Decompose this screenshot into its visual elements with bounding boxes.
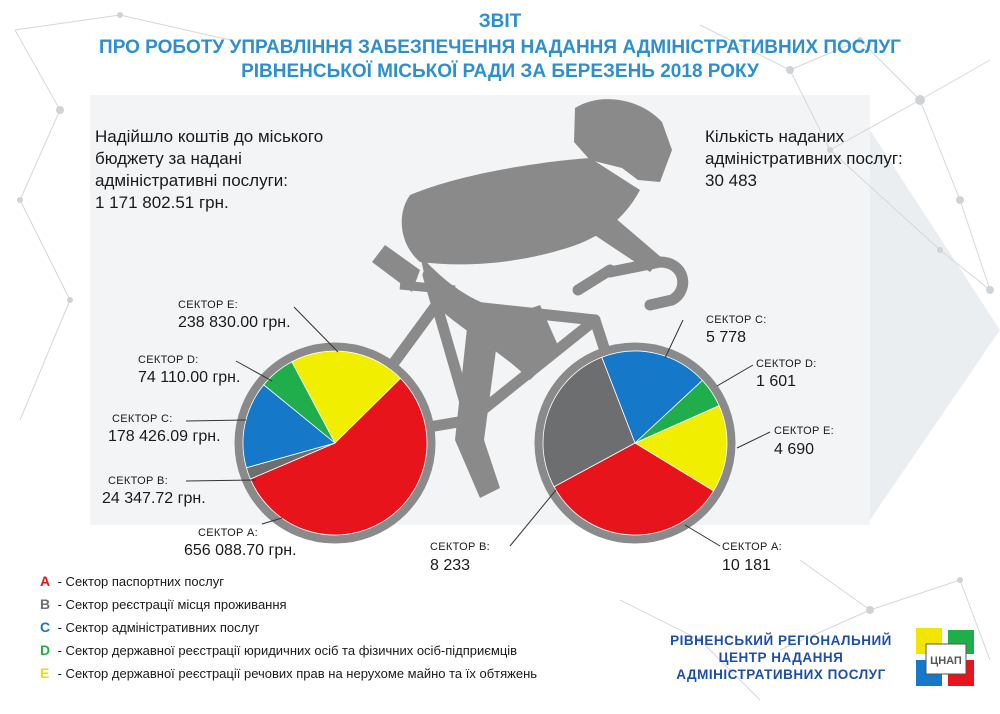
center-name [646,632,916,683]
report-title: ЗВІТ [478,11,522,32]
services-label-2: адміністративних послуг: [705,149,903,168]
legend-letter: D [40,642,51,658]
left-sector-b-label: СЕКТОР B: [108,475,168,487]
right-sector-c-value: 5 778 [706,329,747,346]
services-total: 30 483 [705,171,757,190]
legend-text: - Сектор реєстрації місця проживання [54,597,287,612]
left-sector-a-label: СЕКТОР A: [198,527,258,539]
right-sector-e-value: 4 690 [774,441,815,458]
left-sector-d-label: СЕКТОР D: [138,354,199,366]
left-sector-e-value: 238 830.00 грн. [178,314,291,331]
legend-text: - Сектор державної реєстрації речових прав на нерухоме майно та їх обтяжень [54,666,538,681]
right-sector-b-label: СЕКТОР B: [430,541,490,553]
right-sector-b-value: 8 233 [430,557,471,574]
left-sector-e-label: СЕКТОР E: [178,299,238,311]
right-sector-a-label: СЕКТОР A: [722,541,782,553]
legend-letter: E [40,665,50,681]
legend-text: - Сектор паспортних послуг [54,574,224,589]
pie-chart-budget [243,351,427,535]
services-label-1: Кількість наданих [705,127,845,146]
right-sector-a-value: 10 181 [722,557,771,574]
legend-text: - Сектор державної реєстрації юридичних осіб та фізичних осіб-підприємців [54,643,518,658]
right-sector-d-label: СЕКТОР D: [756,358,817,370]
funds-label-1: Надійшло коштів до міського [95,127,324,146]
funds-label-3: адміністративні послуги: [95,171,289,190]
left-sector-a-value: 656 088.70 грн. [184,542,297,559]
report-subtitle-line-2: РІВНЕНСЬКОЇ МІСЬКОЇ РАДИ ЗА БЕРЕЗЕНЬ 2018 РОКУ [241,61,759,82]
legend-letter: A [40,573,51,589]
cnap-logo [914,626,978,690]
legend-item-d [40,639,537,662]
left-sector-d-value: 74 110.00 грн. [138,369,241,386]
left-sector-b-value: 24 347.72 грн. [102,490,206,507]
legend [40,570,537,685]
left-sector-c-value: 178 426.09 грн. [108,428,221,445]
legend-item-e [40,662,537,685]
report-subtitle-line-1: ПРО РОБОТУ УПРАВЛІННЯ ЗАБЕЗПЕЧЕННЯ НАДАННЯ АДМІНІСТРАТИВНИХ ПОСЛУГ [99,37,901,58]
legend-letter: C [40,619,51,635]
legend-text: - Сектор адміністративних послуг [54,620,260,635]
logo-text: ЦНАП [930,655,962,667]
center-name-line-1: РІВНЕНСЬКИЙ РЕГІОНАЛЬНИЙ [670,633,892,648]
left-sector-c-label: СЕКТОР C: [112,413,173,425]
legend-item-c [40,616,537,639]
funds-label-2: бюджету за надані [95,149,242,168]
legend-item-a [40,570,537,593]
pie-chart-services [543,351,727,535]
center-name-line-2: ЦЕНТР НАДАННЯ [718,650,844,665]
center-name-line-3: АДМІНІСТРАТИВНИХ ПОСЛУГ [676,667,886,682]
right-sector-d-value: 1 601 [756,373,797,390]
legend-item-b [40,593,537,616]
right-sector-e-label: СЕКТОР E: [774,425,834,437]
funds-total: 1 171 802.51 грн. [95,193,229,212]
right-sector-c-label: СЕКТОР C: [706,314,767,326]
legend-letter: B [40,596,51,612]
